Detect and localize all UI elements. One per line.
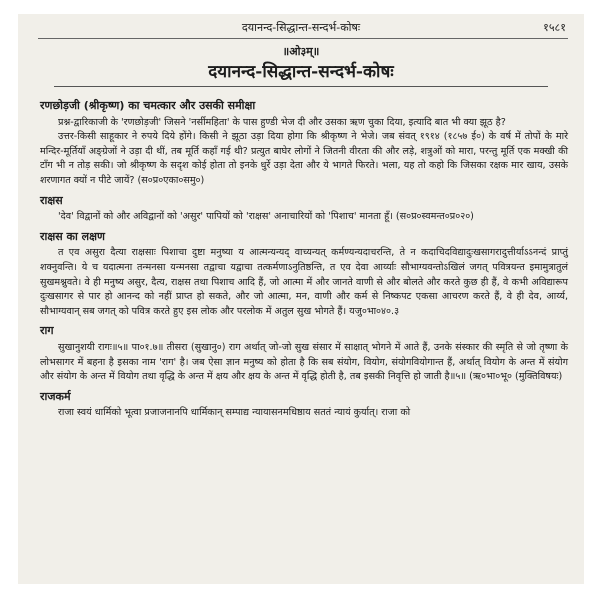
header-rule <box>38 38 568 39</box>
section-heading-raag: राग <box>40 324 54 338</box>
answer-paragraph: उत्तर-किसी साहूकार ने रुपये दिये होंगे। किसी ने झूठा उड़ा दिया होगा कि श्रीकृष्ण ने भेजे। जब संवत् १९१४ (१८५७ ई०) के वर्ष में तोपों के मारे मन्दिर-मूर्तियाँ अङ्ग्रेजों ने उड़ा दी थीं, तब मूर्ति कहाँ गई थी? प्रत्युत बाघेर लोगों ने जितनी वीरता की और लड़े, शत्रुओं को मारा, परन्तु मूर्ति एक मक्खी की टाँग भी न तोड़ सकी। जो श्रीकृष्ण के सदृश कोई होता तो इनके धुर्रे उड़ा देता और ये भागते फिरते। भला, यह तो कहो कि जिसका रक्षक मार खाय, उसके शरणागत क्यों न पीटे जायें? (स०प्र०एका०समु०) <box>40 131 568 186</box>
rakshas-lakshan-paragraph: त एव असुरा दैत्या राक्षसाः पिशाचा दुष्टा मनुष्या य आत्मन्यन्यद् वाच्यन्यत् कर्मण्यन्यदाचरन्ति, ते न कदाचिदविद्यादुःखसागरादुत्तीर्याऽऽनन्दं प्राप्तुं शक्नुवन्ति। ये च यदात्मना तन्मनसा यन्मनसा तद्वाचा यद्वाचा तत्कर्मणाऽनुतिष्ठन्ति, त एव देवा आर्य्याः सौभाग्यवन्तोऽखिलं जगत् पवित्रयन्त इमामुत्रातुलं सुखमश्नुवते। वे ही मनुष्य असुर, दैत्य, राक्षस तथा पिशाच आदि हैं, जो आत्मा में और जानते वाणी से और बोलते और करते कुछ ही हैं, वे कभी अविद्यारूप दुःखसागर से पार हो आनन्द को नहीं प्राप्त हो सकते, और जो आत्मा, मन, वाणी और कर्म से निष्कपट एकसा आचरण करते हैं, वे ही देव, आर्य्य, सौभाग्यवान् सब जगत् को पवित्र करते हुए इस लोक और परलोक में अतुल सुख भोगते हैं। यजु०भा०४०.३ <box>40 247 568 317</box>
page-title: दयानन्द-सिद्धान्त-सन्दर्भ-कोषः <box>208 62 394 82</box>
rajkarma-paragraph: राजा स्वयं धार्मिको भूत्वा प्रजाजनानपि धार्मिकान् सम्पाद्य न्यायासनमधिष्ठाय सततं न्यायं कुर्यात्। राजा को <box>58 407 411 419</box>
page-content <box>40 94 568 421</box>
running-header <box>18 20 584 38</box>
section-heading-rakshas: राक्षस <box>40 193 63 207</box>
question-paragraph: प्रश्न-द्वारिकाजी के 'रणछोड़जी' जिसने 'नर्सीमहिता' के पास हुण्डी भेज दी और उसका ऋण चुका दिया, इत्यादि बात भी क्या झूठ है? <box>58 116 506 128</box>
book-page <box>18 14 584 584</box>
raag-paragraph: सुखानुशयी रागः॥५॥ पा०१.७॥ तीसरा (सुखानु०) राग अर्थात् जो-जो सुख संसार में साक्षात् भोगने में आते हैं, उनके संस्कार की स्मृति से जो तृष्णा के लोभसागर में बहना है इसका नाम 'राग' है। जब ऐसा ज्ञान मनुष्य को होता है कि सब संयोग, वियोग, संयोगवियोगान्त हैं, अर्थात् वियोग के अन्त में संयोग और संयोग के अन्त में वियोग तथा वृद्धि के अन्त में क्षय और क्षय के अन्त में वृद्धि होती है, तब इसकी निवृत्ति हो जाती है॥५॥ (ऋ०भा०भू० (मुक्तिविषयः) <box>40 341 568 383</box>
running-title: दयानन्द-सिद्धान्त-सन्दर्भ-कोषः <box>241 21 361 34</box>
rakshas-paragraph: 'देव' विद्वानों को और अविद्वानों को 'असुर' पापियों को 'राक्षस' अनाचारियों को 'पिशाच' मानता हूँ। (स०प्र०स्वमन्त०प्र०२०) <box>58 211 474 223</box>
section-heading-rajkarma: राजकर्म <box>40 389 71 403</box>
section-heading-ranchhod: रणछोड़जी (श्रीकृष्ण) का चमत्कार और उसकी समीक्षा <box>40 99 256 112</box>
invocation: ॥ओ३म्॥ <box>282 45 320 58</box>
section-heading-rakshas-lakshan: राक्षस का लक्षण <box>40 229 105 243</box>
title-rule <box>54 86 548 87</box>
page-number: १५८१ <box>543 21 566 34</box>
